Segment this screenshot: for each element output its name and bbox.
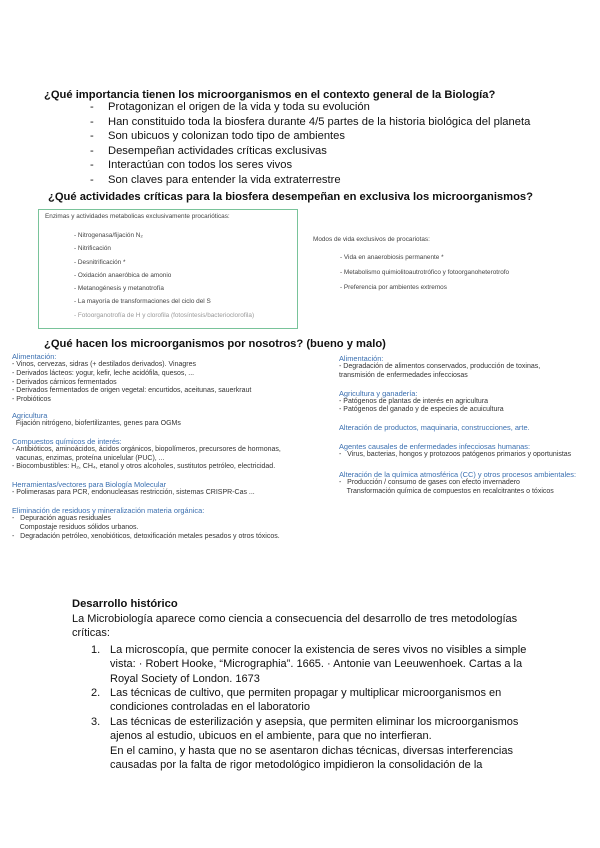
box-title: Enzimas y actividades metabolicas exclusivamente procarióticas:	[45, 213, 230, 220]
harm-food	[339, 354, 594, 381]
list-item	[72, 715, 542, 773]
list-item: - Interactúan con todos los seres vivos	[90, 158, 530, 173]
line: vacunas, enzimas, proteína unicelular (PUC), ...	[12, 454, 165, 462]
list-item: - Preferencia por ambientes extremos	[340, 284, 447, 291]
list-item: - Son claves para entender la vida extraterrestre	[90, 173, 530, 188]
list-item	[72, 643, 542, 686]
exclusive-enzymes-box	[38, 209, 298, 329]
line: - Depuración aguas residuales	[12, 514, 111, 522]
section-title: Alimentación:	[12, 352, 57, 361]
item-continuation: En el camino, y hasta que no se asentaron dichas técnicas, diversas interferencias causadas por la falta de rigor metodológico impidieron la consolidación de la	[110, 744, 513, 772]
section-title: Alimentación:	[339, 354, 384, 363]
benefit-agriculture	[12, 411, 332, 429]
item-number: 3.	[91, 715, 101, 728]
section-title: Eliminación de residuos y mineralización materia orgánica:	[12, 505, 205, 515]
line: - Derivados fermentados de origen vegetal: encurtidos, aceitunas, sauerkraut	[12, 387, 252, 395]
harm-agriculture	[339, 389, 594, 416]
line: Transformación química de compuestos en recalcitrantes o tóxicos	[339, 487, 554, 495]
section-title: Herramientas/vectores para Biología Molecular	[12, 480, 167, 490]
history-title: Desarrollo histórico	[72, 598, 178, 610]
list-item: - Nitrogenasa/fijación N₂	[74, 232, 143, 239]
section-title: Agricultura	[12, 410, 48, 420]
item-text: Las técnicas de cultivo, que permiten propagar y multiplicar microorganismos en condiciones controladas en el laboratorio	[110, 687, 502, 714]
line: Fijación nitrógeno, biofertilizantes, genes para OGMs	[12, 419, 181, 427]
line: - Vinos, cervezas, sidras (+ destilados derivados). Vinagres	[12, 361, 196, 368]
item-number: 1.	[91, 643, 101, 656]
item-number: 2.	[91, 687, 101, 700]
section-title: Agentes causales de enfermedades infecciosas humanas:	[339, 442, 531, 452]
item-text: Las técnicas de esterilización y asepsia, que permiten eliminar los microorganismos ajenos al estudio, ubicuos en el ambiente, para que no interfieran.	[110, 715, 519, 743]
benefits-column	[12, 352, 332, 545]
line: - Virus, bacterias, hongos y protozoos patógenos primarios y oportunistas	[339, 451, 572, 459]
history-list	[72, 643, 542, 773]
lifestyles-list	[340, 254, 509, 299]
lifestyles-title: Modos de vida exclusivos de procariotas:	[313, 236, 430, 243]
list-item: - Protagonizan el origen de la vida y toda su evolución	[90, 100, 530, 115]
list-item: - Han constituido toda la biosfera durante 4/5 partes de la historia biológica del planeta	[90, 115, 530, 130]
benefit-chemicals	[12, 437, 332, 472]
list-item: - La mayoría de transformaciones del ciclo del S	[74, 298, 211, 306]
history-section	[72, 598, 542, 772]
list-item: - Desnitrificación *	[74, 258, 126, 266]
importance-list	[90, 100, 530, 188]
line: - Patógenos del ganado y de especies de acuicultura	[339, 406, 504, 414]
list-item	[72, 686, 542, 715]
list-item: - Vida en anaerobiosis permanente *	[340, 254, 444, 261]
enzymes-list	[74, 232, 254, 325]
list-item: - Nitrificación	[74, 245, 111, 253]
line: Compostaje residuos sólidos urbanos.	[12, 523, 139, 531]
benefit-waste	[12, 506, 332, 541]
question-importance-heading: ¿Qué importancia tienen los microorganismos en el contexto general de la Biología?	[44, 89, 496, 101]
section-title: Agricultura y ganadería:	[339, 388, 418, 398]
item-text: La microscopía, que permite conocer la existencia de seres vivos no visibles a simple vista: · Robert Hooke, “Micrographia”. 1665. · Antonie van Leeuwenhoek. Cartas a la Royal Society of London. 1673	[110, 643, 527, 685]
section-title: Alteración de la química atmosférica (CC) y otros procesos ambientales:	[339, 469, 577, 479]
list-item: - Son ubicuos y colonizan todo tipo de ambientes	[90, 129, 530, 144]
harm-diseases	[339, 442, 594, 460]
line: - Biocombustibles: H₂, CH₄, etanol y otros alcoholes, sustitutos petróleo, electricidad.	[12, 463, 276, 471]
line: - Derivados lácteos: yogur, kefir, leche acidófila, quesos, ...	[12, 369, 195, 377]
section-title: Compuestos químicos de interés:	[12, 436, 122, 446]
line: - Probióticos	[12, 396, 51, 404]
line: - Polimerasas para PCR, endonucleasas restricción, sistemas CRISPR-Cas ...	[12, 489, 255, 497]
line: - Degradación petróleo, xenobióticos, detoxificación metales pesados y otros tóxicos.	[12, 532, 280, 540]
list-item: - Fotoorganotrofía de H y clorofila (fotosíntesis/bacterioclorofila)	[74, 311, 255, 319]
line: - Producción / consumo de gases con efecto invernadero	[339, 478, 520, 486]
list-item: - Metanogénesis y metanotrofía	[74, 285, 164, 293]
benefit-food	[12, 352, 332, 405]
harm-atmosphere	[339, 470, 594, 497]
benefit-molecular-tools	[12, 480, 332, 498]
line: - Antibióticos, aminoácidos, ácidos orgánicos, biopolímeros, precursores de hormonas,	[12, 445, 281, 453]
line: - Patógenos de plantas de interés en agricultura	[339, 397, 489, 405]
harms-column	[339, 354, 594, 501]
harm-alteration	[339, 423, 594, 432]
line: - Derivados cárnicos fermentados	[12, 378, 117, 386]
section-title: Alteración de productos, maquinaria, construcciones, arte.	[339, 423, 530, 433]
question-uses-heading: ¿Qué hacen los microorganismos por nosotros? (bueno y malo)	[44, 338, 386, 350]
line: transmisión de enfermedades infecciosas	[339, 371, 468, 379]
question-activities-heading: ¿Qué actividades críticas para la biosfera desempeñan en exclusiva los microorganismos?	[48, 191, 533, 203]
list-item: - Desempeñan actividades críticas exclusivas	[90, 144, 530, 159]
list-item: - Metabolismo quimiolitoautrotrófico y fotoorganoheterotrofo	[340, 269, 510, 276]
line: - Degradación de alimentos conservados, producción de toxinas,	[339, 363, 541, 370]
list-item: - Oxidación anaeróbica de amonio	[74, 271, 172, 279]
history-intro: La Microbiología aparece como ciencia a consecuencia del desarrollo de tres metodologías críticas:	[72, 613, 518, 640]
